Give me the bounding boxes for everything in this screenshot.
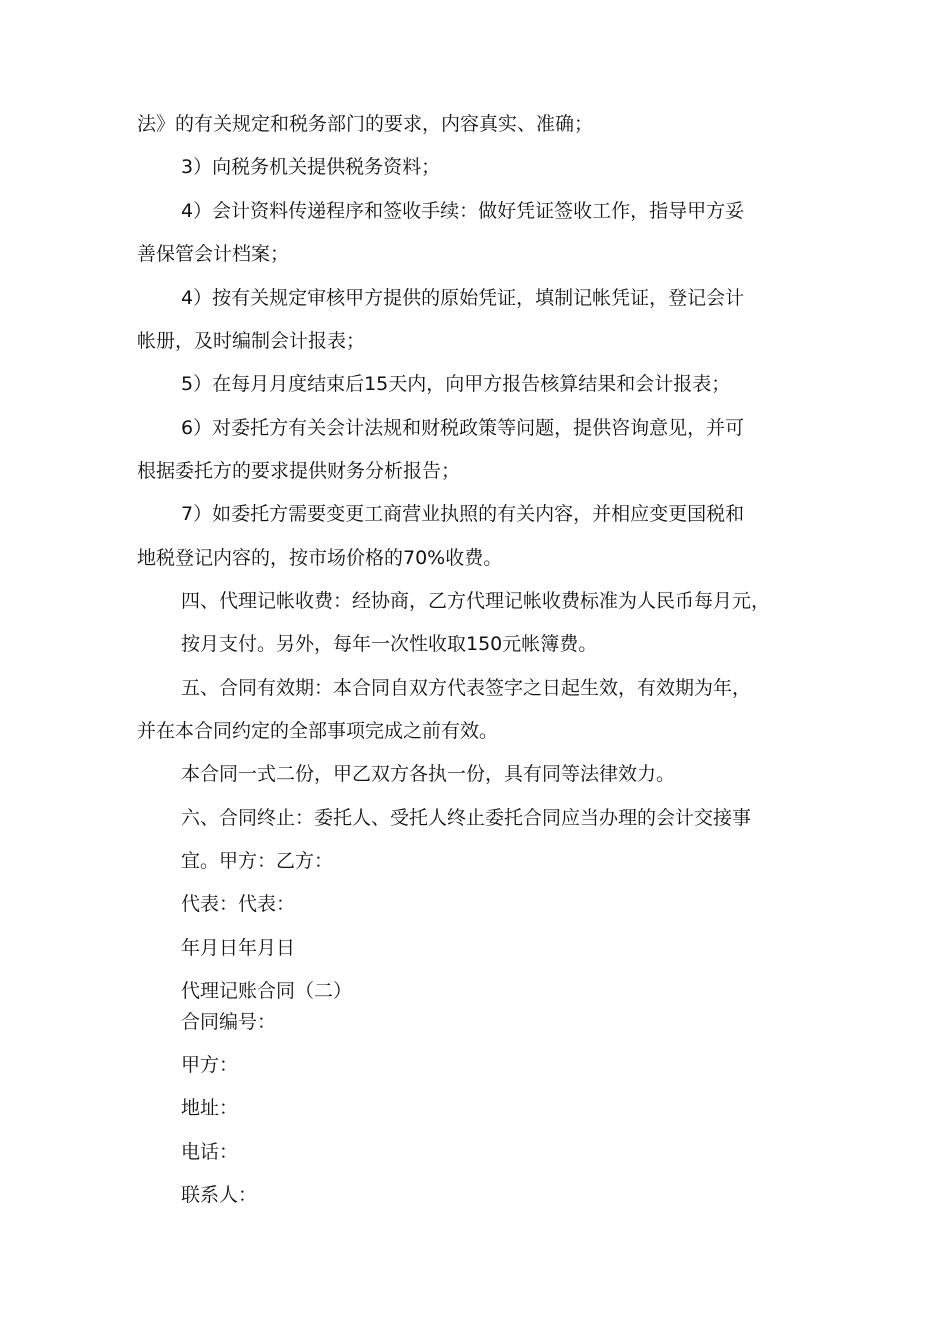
form-field-party-a: 甲方： [181, 1054, 239, 1076]
text-line: 3）向税务机关提供税务资料； [181, 156, 441, 178]
text-line: 代表：代表： [181, 893, 296, 915]
form-field-address: 地址： [181, 1097, 239, 1119]
text-line: 7）如委托方需要变更工商营业执照的有关内容，并相应变更国税和 [181, 503, 745, 525]
text-line: 5）在每月月度结束后15天内，向甲方报告核算结果和会计报表； [181, 373, 731, 395]
form-field-contact: 联系人： [181, 1184, 258, 1206]
section-title: 代理记账合同（二） [181, 980, 353, 1002]
text-line: 善保管会计档案； [137, 243, 290, 265]
text-line: 地税登记内容的，按市场价格的70%收费。 [137, 547, 503, 569]
text-line: 6）对委托方有关会计法规和财税政策等问题，提供咨询意见，并可 [181, 417, 745, 439]
text-line: 法》的有关规定和税务部门的要求，内容真实、准确； [137, 113, 594, 135]
text-line: 五、合同有效期：本合同自双方代表签字之日起生效，有效期为年， [181, 677, 752, 699]
text-line: 四、代理记帐收费：经协商，乙方代理记帐收费标准为人民币每月元， [181, 590, 771, 612]
text-line: 六、合同终止：委托人、受托人终止委托合同应当办理的会计交接事 [181, 807, 752, 829]
text-line: 年月日年月日 [181, 937, 296, 959]
text-line: 并在本合同约定的全部事项完成之前有效。 [137, 720, 499, 742]
text-line: 本合同一式二份，甲乙双方各执一份，具有同等法律效力。 [181, 763, 676, 785]
text-line: 帐册，及时编制会计报表； [137, 330, 366, 352]
text-line: 根据委托方的要求提供财务分析报告； [137, 460, 461, 482]
form-field-phone: 电话： [181, 1141, 239, 1163]
text-line: 按月支付。另外，每年一次性收取150元帐簿费。 [181, 633, 598, 655]
form-field-contract-number: 合同编号： [181, 1011, 277, 1033]
text-line: 4）会计资料传递程序和签收手续：做好凭证签收工作，指导甲方妥 [181, 200, 745, 222]
text-line: 4）按有关规定审核甲方提供的原始凭证，填制记帐凭证，登记会计 [181, 287, 745, 309]
text-line: 宜。甲方：乙方： [181, 850, 334, 872]
